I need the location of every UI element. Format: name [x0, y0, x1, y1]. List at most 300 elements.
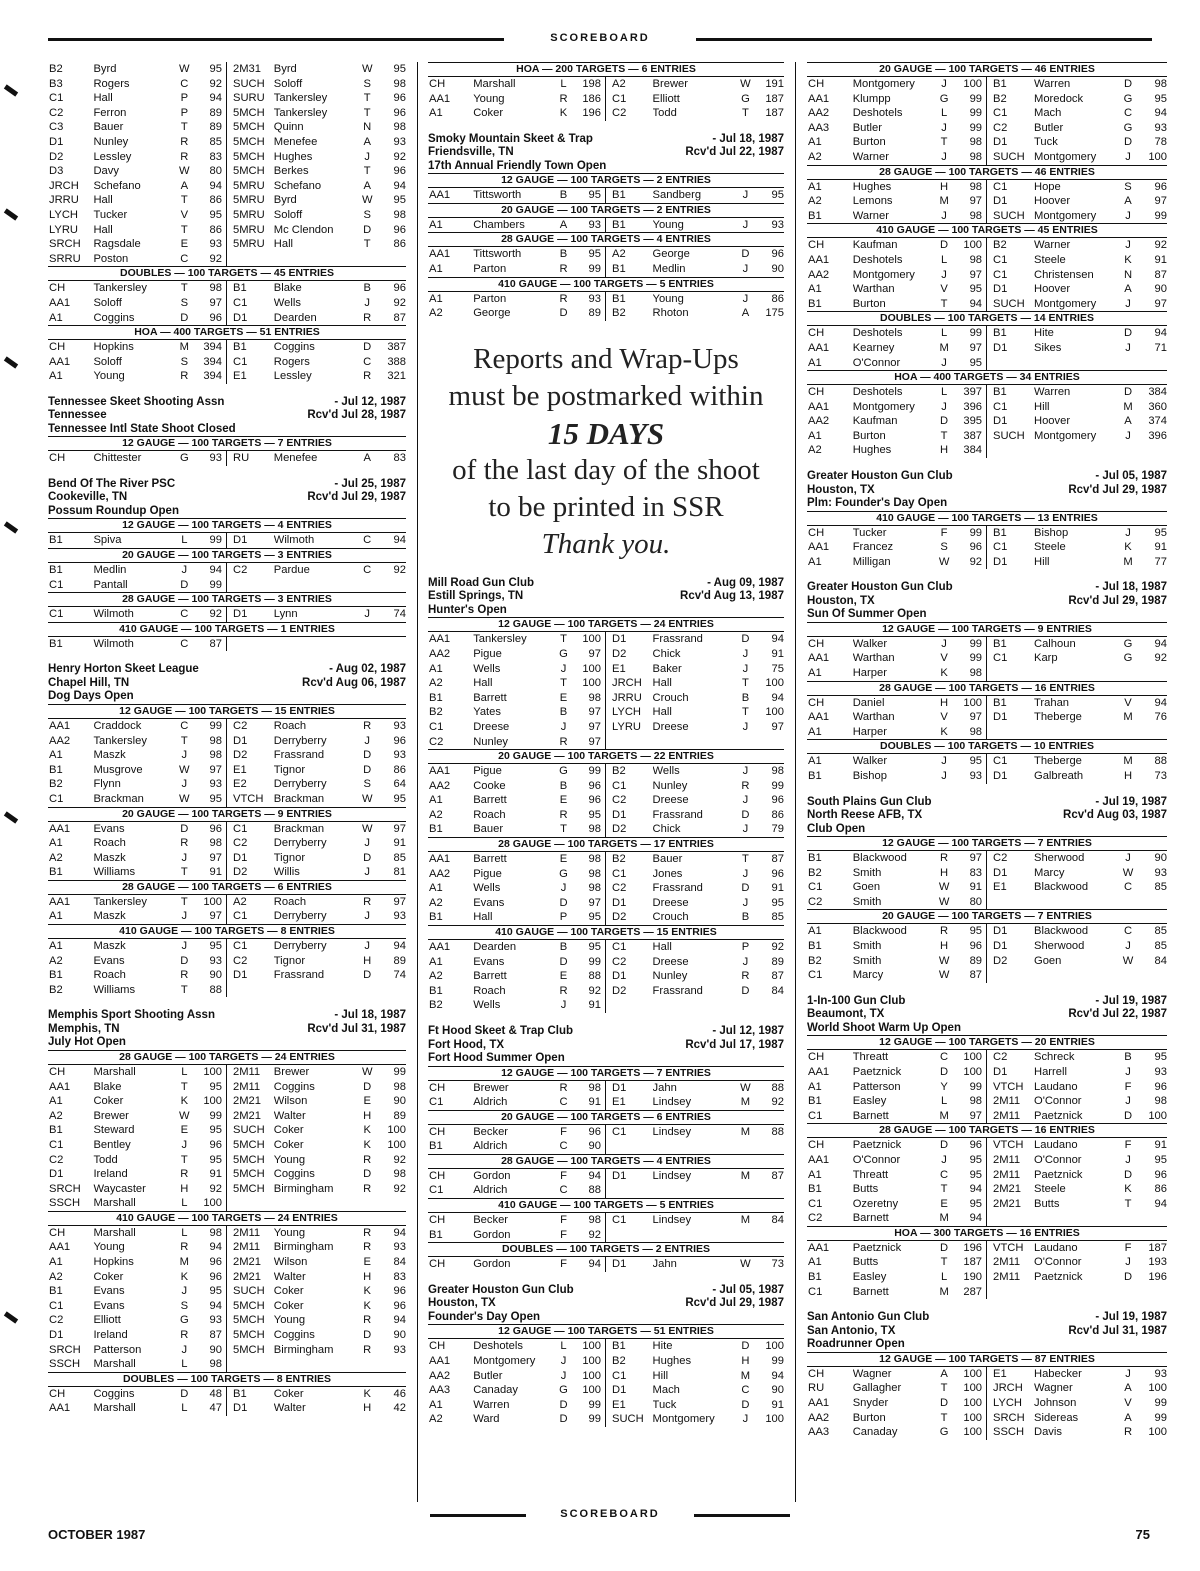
shooter-name: Deshotels — [852, 327, 903, 340]
result-row — [987, 1182, 1167, 1197]
shooter-name: Tankersley — [93, 282, 147, 295]
shooter-initial: T — [363, 92, 371, 105]
result-row — [987, 238, 1167, 253]
score: 95 — [771, 896, 784, 909]
score: 99 — [969, 121, 983, 134]
score: 88 — [588, 970, 601, 983]
results-right — [227, 1387, 406, 1416]
class-code: A1 — [49, 837, 63, 850]
result-row — [227, 939, 406, 954]
shooter-name: Smith — [852, 954, 882, 967]
results-left — [48, 1226, 227, 1372]
results-table — [807, 924, 1167, 982]
shooter-initial: E — [940, 1197, 948, 1210]
score: 193 — [1148, 1256, 1167, 1269]
binding-mark — [4, 84, 18, 96]
result-row — [48, 1153, 226, 1168]
result-row — [227, 120, 406, 135]
shooter-initial: W — [740, 1081, 751, 1094]
shooter-name: Dreese — [652, 794, 689, 807]
class-code: AA1 — [49, 355, 71, 368]
shooter-name: Kaufman — [852, 239, 898, 252]
event-header: 410 GAUGE — 100 TARGETS — 5 ENTRIES — [428, 1198, 784, 1213]
shooter-name: Butler — [852, 121, 882, 134]
shooter-initial: J — [1125, 1367, 1131, 1380]
shooter-initial: H — [363, 1270, 372, 1283]
score: 98 — [209, 734, 222, 747]
result-row — [227, 1182, 406, 1197]
event-header: 12 GAUGE — 100 TARGETS — 20 ENTRIES — [807, 1035, 1167, 1050]
class-code: CH — [49, 282, 66, 295]
shooter-initial: J — [1125, 341, 1131, 354]
shooter-initial: C — [1123, 925, 1133, 938]
club-name: Bend Of The River PSC — [48, 477, 176, 490]
results-right — [987, 326, 1167, 370]
event-results — [807, 836, 1167, 909]
shooter-name: Hall — [93, 194, 113, 207]
shooter-name: Hite — [1034, 327, 1054, 340]
results-table — [428, 940, 784, 1013]
shooter-name: Willis — [273, 866, 300, 879]
class-code: AA1 — [49, 296, 71, 309]
shooter-name: Nunley — [93, 135, 129, 148]
result-row — [428, 306, 605, 321]
class-code: A1 — [429, 107, 443, 120]
shooter-name: Tignor — [273, 851, 306, 864]
result-row — [227, 1328, 406, 1343]
shooter-initial: L — [940, 386, 948, 399]
score: 95 — [209, 1285, 222, 1298]
shooter-name: Paetznick — [1034, 1109, 1083, 1122]
shooter-initial: P — [741, 941, 750, 954]
shooter-name: O'Connor — [1034, 1095, 1082, 1108]
shoot-name-line — [428, 160, 784, 174]
score: 89 — [588, 307, 601, 320]
score: 97 — [969, 852, 983, 865]
class-code: 2M11 — [993, 1153, 1021, 1166]
class-code: 5MCH — [233, 165, 265, 178]
class-code: A1 — [808, 356, 822, 369]
result-row — [807, 1411, 986, 1426]
result-row — [227, 179, 406, 194]
result-row — [807, 710, 986, 725]
score: 100 — [582, 633, 601, 646]
event-header: 20 GAUGE — 100 TARGETS — 2 ENTRIES — [428, 203, 784, 218]
score: 99 — [209, 534, 222, 547]
result-row — [807, 651, 986, 666]
score: 95 — [1154, 1153, 1167, 1166]
class-code: CH — [429, 1125, 446, 1138]
shooter-name: Steward — [93, 1124, 135, 1137]
class-code: SRRU — [49, 252, 81, 265]
result-row — [987, 754, 1167, 769]
shooter-name: Roach — [273, 895, 307, 908]
class-code: D1 — [993, 1065, 1008, 1078]
shooter-name: Berkes — [273, 165, 309, 178]
class-code: A1 — [49, 1095, 63, 1108]
shooter-name: Birmingham — [273, 1343, 334, 1356]
result-row — [227, 150, 406, 165]
score: 98 — [969, 253, 983, 266]
results-left — [428, 1257, 606, 1272]
score: 100 — [1148, 1426, 1167, 1439]
score: 88 — [1154, 755, 1167, 768]
class-code: A1 — [429, 794, 443, 807]
score: 93 — [393, 135, 406, 148]
class-code: CH — [49, 1387, 66, 1400]
result-row — [227, 909, 406, 924]
shooter-name: Deshotels — [852, 253, 903, 266]
result-row — [807, 769, 986, 784]
result-row — [428, 896, 605, 911]
score: 96 — [1154, 1168, 1167, 1181]
shooter-initial: J — [1125, 1153, 1131, 1166]
results-right — [987, 180, 1167, 224]
result-row — [48, 208, 226, 223]
class-code: AA1 — [429, 941, 451, 954]
score: 95 — [969, 755, 983, 768]
class-code: 5MCH — [233, 135, 265, 148]
result-row — [48, 1387, 226, 1402]
result-row — [48, 369, 226, 384]
shooter-initial: R — [363, 1314, 372, 1327]
score: 90 — [209, 969, 222, 982]
class-code: C1 — [993, 755, 1008, 768]
shooter-initial: C — [559, 1184, 568, 1197]
shooter-initial: D — [940, 1065, 949, 1078]
result-row — [48, 150, 226, 165]
score: 100 — [963, 78, 983, 90]
class-code: 5MCH — [233, 1168, 265, 1181]
result-row — [606, 808, 784, 823]
shooter-name: Marcy — [1034, 866, 1065, 879]
score: 98 — [393, 1080, 406, 1093]
shooter-name: George — [652, 248, 690, 261]
results-right — [227, 281, 406, 325]
score: 79 — [771, 823, 784, 836]
score: 99 — [588, 1413, 601, 1426]
shooter-name: Frassrand — [652, 633, 703, 646]
shooter-initial: T — [560, 677, 567, 690]
shooter-initial: J — [742, 218, 749, 231]
score: 95 — [209, 208, 222, 221]
result-row — [807, 356, 986, 371]
class-code: D2 — [233, 749, 248, 762]
result-row — [606, 852, 784, 867]
received-date: Rcv'd Jul 31, 1987 — [307, 1022, 406, 1035]
results-left — [428, 247, 606, 276]
shooter-name: Blackwood — [852, 852, 907, 865]
shooter-initial: T — [560, 823, 567, 836]
results-table — [807, 696, 1167, 740]
class-code: D1 — [612, 896, 627, 909]
column-2 — [428, 62, 784, 1427]
shooter-initial: G — [1123, 652, 1133, 665]
result-row — [807, 1050, 986, 1065]
result-row — [48, 296, 226, 311]
shooter-name: Baker — [652, 662, 682, 675]
received-date: Rcv'd Jul 29, 1987 — [1068, 483, 1167, 496]
score: 95 — [1154, 1051, 1167, 1064]
class-code: CH — [49, 1065, 66, 1078]
score: 92 — [969, 555, 983, 568]
class-code: SUCH — [993, 429, 1025, 442]
shooter-initial: G — [179, 1314, 189, 1327]
shooter-initial: A — [363, 452, 371, 465]
results-table — [48, 533, 406, 548]
result-row — [987, 209, 1167, 224]
result-row — [807, 121, 986, 136]
event-results — [428, 277, 784, 321]
shooter-initial: W — [179, 165, 190, 178]
shooter-name: Goen — [852, 881, 881, 894]
shooter-initial: T — [180, 866, 188, 879]
shooter-name: Hughes — [852, 444, 892, 457]
result-row — [227, 311, 406, 326]
club-location: Beaumont, TX — [807, 1008, 885, 1021]
shooter-name: Burton — [852, 297, 886, 310]
class-code: LYCH — [49, 208, 79, 221]
result-row — [48, 1313, 226, 1328]
event-results — [807, 909, 1167, 982]
result-row — [428, 1095, 605, 1110]
class-code: 2M11 — [233, 1065, 261, 1078]
class-code: A2 — [49, 1270, 63, 1283]
club-block — [428, 1025, 784, 1272]
shooter-initial: E — [363, 1095, 371, 1108]
result-row — [987, 1396, 1167, 1411]
class-code: A2 — [612, 78, 626, 90]
result-row — [987, 1197, 1167, 1212]
score: 98 — [1154, 1095, 1167, 1108]
result-row — [428, 1398, 605, 1413]
score: 87 — [393, 311, 406, 324]
result-row — [48, 578, 226, 593]
result-row — [606, 306, 784, 321]
shooter-name: Roach — [93, 969, 126, 982]
class-code: B1 — [49, 564, 63, 577]
result-row — [48, 1167, 226, 1182]
notice-line: of the last day of the shoot — [452, 453, 760, 486]
result-row — [428, 984, 605, 999]
result-row — [428, 106, 605, 121]
shooter-initial: K — [363, 1387, 371, 1400]
shooter-initial: K — [1124, 541, 1132, 554]
class-code: B1 — [808, 940, 822, 953]
shooter-initial: K — [363, 1124, 371, 1137]
shooter-initial: J — [364, 296, 371, 309]
result-row — [987, 1109, 1167, 1124]
club-block — [428, 62, 784, 121]
event-results — [48, 548, 406, 592]
shooter-name: Maszk — [93, 910, 126, 923]
class-code: C2 — [429, 735, 444, 748]
club-block — [48, 396, 406, 466]
result-row — [428, 867, 605, 882]
results-table — [428, 1125, 784, 1154]
score: 91 — [209, 866, 222, 879]
result-row — [48, 1270, 226, 1285]
shooter-initial: E — [559, 794, 568, 807]
shooter-initial: A — [1124, 283, 1132, 296]
score: 93 — [1154, 121, 1167, 134]
result-row — [606, 1354, 784, 1369]
class-code: E1 — [612, 662, 626, 675]
result-row — [987, 1094, 1167, 1109]
class-code: A1 — [808, 725, 822, 738]
shooter-name: Evans — [93, 1285, 125, 1298]
result-row — [987, 268, 1167, 283]
result-row — [606, 984, 784, 999]
result-row — [606, 691, 784, 706]
score: 98 — [588, 867, 601, 880]
shooter-initial: R — [559, 92, 568, 105]
result-row — [807, 326, 986, 341]
shooter-name: Barrett — [473, 853, 507, 866]
shooter-name: Cooke — [473, 779, 506, 792]
class-code: B2 — [612, 853, 626, 866]
results-left — [48, 719, 227, 807]
score: 80 — [969, 895, 983, 908]
results-left — [807, 238, 987, 311]
result-row — [606, 705, 784, 720]
result-row — [48, 1343, 226, 1358]
result-row — [987, 1270, 1167, 1285]
shooter-initial: S — [940, 541, 948, 554]
class-code: C2 — [612, 882, 627, 895]
shooter-initial: M — [740, 1096, 751, 1109]
result-row — [48, 968, 226, 983]
class-code: A1 — [808, 1168, 822, 1181]
class-code: B2 — [429, 999, 443, 1012]
result-row — [807, 1168, 986, 1183]
class-code: B1 — [49, 969, 63, 982]
class-code: C1 — [612, 1125, 627, 1138]
class-code: B2 — [993, 92, 1007, 105]
class-code: CH — [808, 526, 825, 539]
event-header: DOUBLES — 100 TARGETS — 45 ENTRIES — [48, 266, 406, 281]
shooter-name: Schefano — [273, 179, 322, 192]
event-header: 410 GAUGE — 100 TARGETS — 8 ENTRIES — [48, 924, 406, 939]
result-row — [227, 1109, 406, 1124]
score: 96 — [588, 794, 601, 807]
shooter-name: Johnson — [1034, 1396, 1077, 1409]
shooter-initial: M — [939, 1109, 949, 1122]
results-right — [606, 764, 784, 837]
shooter-initial: W — [740, 78, 751, 90]
shooter-initial: C — [940, 1168, 949, 1181]
result-row — [807, 725, 986, 740]
result-row — [428, 735, 605, 750]
shooter-initial: V — [180, 208, 189, 221]
shooter-name: Steele — [1034, 253, 1066, 266]
class-code: SUCH — [993, 297, 1025, 310]
result-row — [807, 282, 986, 297]
score: 94 — [209, 564, 222, 577]
result-row — [606, 676, 784, 691]
club-block — [48, 478, 406, 651]
shooter-initial: S — [180, 355, 189, 368]
class-code: CH — [429, 1169, 446, 1182]
score: 95 — [209, 940, 222, 953]
header-bar — [48, 32, 1152, 48]
score: 97 — [1154, 297, 1167, 310]
class-code: B1 — [429, 984, 443, 997]
shooter-initial: R — [559, 263, 568, 276]
score: 94 — [393, 1314, 406, 1327]
shooter-name: Brackman — [273, 822, 325, 835]
shooter-name: Davy — [93, 165, 119, 178]
club-location-line — [428, 146, 784, 160]
shooter-initial: R — [363, 895, 372, 908]
club-block — [48, 663, 406, 997]
score: 98 — [209, 1358, 222, 1371]
score: 196 — [963, 1241, 983, 1254]
shooter-name: Tankersley — [273, 92, 328, 105]
score: 394 — [203, 341, 222, 354]
shooter-initial: J — [1125, 940, 1131, 953]
score: 96 — [393, 1285, 406, 1298]
class-code: AA1 — [808, 711, 830, 724]
score: 91 — [771, 647, 784, 660]
class-code: 5MCH — [233, 1314, 265, 1327]
shooter-name: Gordon — [473, 1169, 511, 1182]
results-table — [48, 281, 406, 325]
score: 100 — [765, 706, 784, 719]
result-row — [807, 253, 986, 268]
score: 98 — [209, 282, 222, 295]
result-row — [807, 968, 986, 983]
score: 100 — [963, 1396, 983, 1409]
result-row — [227, 164, 406, 179]
shooter-name: Soloff — [93, 355, 122, 368]
club-name: Mill Road Gun Club — [428, 576, 535, 589]
result-row — [606, 1369, 784, 1384]
score: 83 — [209, 150, 222, 163]
results-table — [48, 895, 406, 924]
shooter-name: Brewer — [652, 78, 688, 90]
shooter-name: Maszk — [93, 940, 126, 953]
class-code: SUCH — [612, 1413, 644, 1426]
result-row — [606, 822, 784, 837]
results-left — [807, 637, 987, 681]
shoot-date: - Jul 18, 1987 — [1095, 581, 1167, 594]
results-left — [807, 696, 987, 740]
result-row — [987, 954, 1167, 969]
results-table — [807, 754, 1167, 783]
result-row — [428, 852, 605, 867]
event-header: 410 GAUGE — 100 TARGETS — 15 ENTRIES — [428, 925, 784, 940]
score: 100 — [765, 1413, 784, 1426]
shooter-initial: R — [559, 735, 568, 748]
result-row — [606, 1398, 784, 1413]
event-header: 28 GAUGE — 100 TARGETS — 24 ENTRIES — [48, 1050, 406, 1065]
results-left — [428, 218, 606, 233]
shooter-name: Hopkins — [93, 1256, 134, 1269]
results-right — [606, 247, 784, 276]
shooter-initial: T — [180, 194, 188, 207]
shooter-name: George — [473, 307, 511, 320]
shooter-name: Jones — [652, 867, 683, 880]
class-code: C1 — [233, 822, 248, 835]
result-row — [227, 895, 406, 910]
results-table — [48, 637, 406, 652]
class-code: E1 — [993, 881, 1007, 894]
result-row — [48, 106, 226, 121]
class-code: 5MRU — [233, 194, 265, 207]
results-left — [48, 895, 227, 924]
result-row — [606, 1339, 784, 1354]
